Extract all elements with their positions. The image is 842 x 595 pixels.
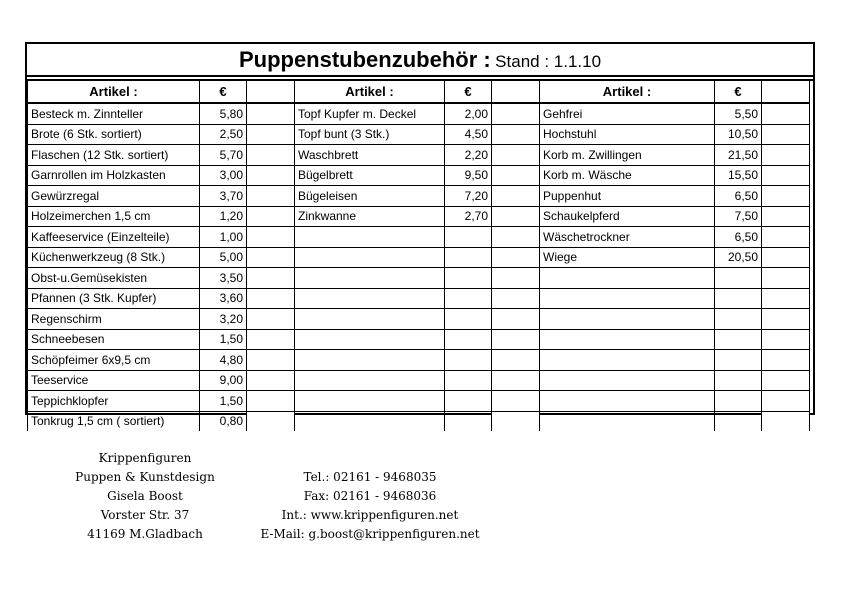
- blank-cell: [762, 288, 810, 309]
- item-name: Schneebesen: [28, 329, 200, 350]
- item-price: 2,50: [200, 124, 247, 145]
- item-price: 5,70: [200, 145, 247, 166]
- blank-cell: [492, 370, 540, 391]
- table-row: [28, 268, 810, 289]
- address-line: Puppen & Kunstdesign: [75, 470, 215, 484]
- blank-cell: [762, 329, 810, 350]
- column-header-blank: [492, 81, 540, 103]
- table-row: [28, 247, 810, 268]
- item-name: Bügeleisen: [295, 186, 445, 207]
- blank-cell: [247, 309, 295, 330]
- table-row: [28, 206, 810, 227]
- item-price: 1,20: [200, 206, 247, 227]
- email-link[interactable]: E-Mail: g.boost@krippenfiguren.net: [260, 527, 480, 541]
- address-line: Krippenfiguren: [98, 451, 192, 465]
- item-price: 1,00: [200, 227, 247, 248]
- blank-cell: [492, 329, 540, 350]
- item-price: 2,20: [445, 145, 492, 166]
- blank-cell: [762, 165, 810, 186]
- table-row: [28, 103, 810, 124]
- item-name: Teppichklopfer: [28, 391, 200, 412]
- item-name: Topf bunt (3 Stk.): [295, 124, 445, 145]
- blank-cell: [492, 309, 540, 330]
- item-price: 9,00: [200, 370, 247, 391]
- item-price: 4,50: [445, 124, 492, 145]
- item-name: [540, 329, 715, 350]
- item-name: [540, 411, 715, 431]
- item-name: [295, 370, 445, 391]
- item-name: Kaffeeservice (Einzelteile): [28, 227, 200, 248]
- item-name: Holzeimerchen 1,5 cm: [28, 206, 200, 227]
- price-table: [27, 81, 810, 431]
- contact-block: [260, 468, 480, 544]
- item-price: [715, 309, 762, 330]
- blank-cell: [492, 227, 540, 248]
- blank-cell: [247, 247, 295, 268]
- item-name: Regenschirm: [28, 309, 200, 330]
- blank-cell: [762, 370, 810, 391]
- item-price: 7,50: [715, 206, 762, 227]
- blank-cell: [762, 309, 810, 330]
- table-row: [28, 411, 810, 431]
- column-header-blank: [762, 81, 810, 103]
- item-name: [540, 391, 715, 412]
- table-row: [28, 227, 810, 248]
- item-price: 5,00: [200, 247, 247, 268]
- blank-cell: [247, 124, 295, 145]
- item-name: [540, 288, 715, 309]
- item-price: [445, 350, 492, 371]
- item-price: 5,80: [200, 103, 247, 124]
- blank-cell: [247, 165, 295, 186]
- item-name: [295, 309, 445, 330]
- item-price: [445, 309, 492, 330]
- item-price: 1,50: [200, 391, 247, 412]
- blank-cell: [492, 350, 540, 371]
- item-price: 3,00: [200, 165, 247, 186]
- blank-cell: [247, 145, 295, 166]
- item-price: 6,50: [715, 227, 762, 248]
- item-price: [445, 391, 492, 412]
- blank-cell: [762, 391, 810, 412]
- item-name: Gewürzregal: [28, 186, 200, 207]
- table-row: [28, 370, 810, 391]
- item-name: Obst-u.Gemüsekisten: [28, 268, 200, 289]
- title-bar: [27, 44, 813, 77]
- item-name: Topf Kupfer m. Deckel: [295, 103, 445, 124]
- item-price: 9,50: [445, 165, 492, 186]
- blank-cell: [762, 227, 810, 248]
- item-name: Hochstuhl: [540, 124, 715, 145]
- blank-cell: [762, 124, 810, 145]
- address-block: [65, 449, 225, 544]
- item-name: Flaschen (12 Stk. sortiert): [28, 145, 200, 166]
- item-price: 2,00: [445, 103, 492, 124]
- table-row: [28, 329, 810, 350]
- item-name: [295, 227, 445, 248]
- blank-cell: [247, 268, 295, 289]
- item-name: [295, 411, 445, 431]
- table-row: [28, 309, 810, 330]
- blank-cell: [247, 329, 295, 350]
- blank-cell: [762, 206, 810, 227]
- item-price: 5,50: [715, 103, 762, 124]
- blank-cell: [247, 103, 295, 124]
- blank-cell: [247, 391, 295, 412]
- item-price: 3,20: [200, 309, 247, 330]
- price-list-sheet: [25, 42, 815, 429]
- item-price: [715, 288, 762, 309]
- blank-cell: [762, 247, 810, 268]
- table-body: [28, 103, 810, 431]
- table-row: [28, 391, 810, 412]
- item-price: 15,50: [715, 165, 762, 186]
- item-name: [540, 268, 715, 289]
- item-price: 6,50: [715, 186, 762, 207]
- item-name: [295, 268, 445, 289]
- item-name: [295, 288, 445, 309]
- item-name: [540, 309, 715, 330]
- item-name: Besteck m. Zinnteller: [28, 103, 200, 124]
- item-name: Bügelbrett: [295, 165, 445, 186]
- blank-cell: [492, 288, 540, 309]
- item-price: [715, 329, 762, 350]
- blank-cell: [492, 124, 540, 145]
- item-price: 1,50: [200, 329, 247, 350]
- item-name: Tonkrug 1,5 cm ( sortiert): [28, 411, 200, 431]
- item-price: [715, 268, 762, 289]
- item-name: Schaukelpferd: [540, 206, 715, 227]
- blank-cell: [762, 350, 810, 371]
- website-link[interactable]: Int.: www.krippenfiguren.net: [281, 508, 459, 522]
- item-name: [295, 391, 445, 412]
- item-price: 4,80: [200, 350, 247, 371]
- blank-cell: [762, 411, 810, 431]
- blank-cell: [492, 391, 540, 412]
- blank-cell: [492, 145, 540, 166]
- item-name: Wäschetrockner: [540, 227, 715, 248]
- column-header-euro: €: [715, 81, 762, 103]
- item-price: 2,70: [445, 206, 492, 227]
- column-header-blank: [247, 81, 295, 103]
- blank-cell: [492, 103, 540, 124]
- address-line: 41169 M.Gladbach: [87, 527, 203, 541]
- item-name: Brote (6 Stk. sortiert): [28, 124, 200, 145]
- item-name: [540, 350, 715, 371]
- column-header-euro: €: [200, 81, 247, 103]
- blank-cell: [762, 103, 810, 124]
- item-name: Teeservice: [28, 370, 200, 391]
- item-price: [445, 227, 492, 248]
- table-header-row: [28, 81, 810, 103]
- table-row: [28, 124, 810, 145]
- blank-cell: [492, 186, 540, 207]
- column-header-artikel: Artikel :: [28, 81, 200, 103]
- blank-cell: [492, 247, 540, 268]
- blank-cell: [247, 186, 295, 207]
- item-name: [295, 350, 445, 371]
- item-price: [445, 268, 492, 289]
- item-price: 20,50: [715, 247, 762, 268]
- item-name: Schöpfeimer 6x9,5 cm: [28, 350, 200, 371]
- item-price: 3,70: [200, 186, 247, 207]
- fax-number: Fax: 02161 - 9468036: [303, 489, 437, 503]
- item-price: 10,50: [715, 124, 762, 145]
- item-price: 7,20: [445, 186, 492, 207]
- table-row: [28, 186, 810, 207]
- column-header-artikel: Artikel :: [540, 81, 715, 103]
- item-name: Puppenhut: [540, 186, 715, 207]
- page-title: Puppenstubenzubehör :: [238, 47, 491, 72]
- item-price: [715, 350, 762, 371]
- item-name: Korb m. Zwillingen: [540, 145, 715, 166]
- blank-cell: [492, 268, 540, 289]
- item-name: Garnrollen im Holzkasten: [28, 165, 200, 186]
- blank-cell: [762, 186, 810, 207]
- item-price: [445, 247, 492, 268]
- item-price: 3,60: [200, 288, 247, 309]
- item-name: Gehfrei: [540, 103, 715, 124]
- table-row: [28, 165, 810, 186]
- item-name: [540, 370, 715, 391]
- blank-cell: [247, 206, 295, 227]
- item-name: Waschbrett: [295, 145, 445, 166]
- item-name: Küchenwerkzeug (8 Stk.): [28, 247, 200, 268]
- item-price: [715, 370, 762, 391]
- item-price: 21,50: [715, 145, 762, 166]
- item-price: [445, 370, 492, 391]
- item-price: 3,50: [200, 268, 247, 289]
- table-row: [28, 350, 810, 371]
- item-name: Korb m. Wäsche: [540, 165, 715, 186]
- item-name: Zinkwanne: [295, 206, 445, 227]
- stand-date: Stand : 1.1.10: [495, 52, 602, 71]
- item-name: Wiege: [540, 247, 715, 268]
- item-price: 0,80: [200, 411, 247, 431]
- address-line: Vorster Str. 37: [100, 508, 190, 522]
- item-price: [715, 391, 762, 412]
- table-row: [28, 288, 810, 309]
- item-name: Pfannen (3 Stk. Kupfer): [28, 288, 200, 309]
- item-price: [445, 411, 492, 431]
- item-name: [295, 247, 445, 268]
- table-row: [28, 145, 810, 166]
- column-header-artikel: Artikel :: [295, 81, 445, 103]
- phone-number: Tel.: 02161 - 9468035: [303, 470, 437, 484]
- item-name: [295, 329, 445, 350]
- blank-cell: [247, 288, 295, 309]
- blank-cell: [762, 268, 810, 289]
- blank-cell: [247, 350, 295, 371]
- blank-cell: [247, 370, 295, 391]
- blank-cell: [492, 206, 540, 227]
- blank-cell: [762, 145, 810, 166]
- item-price: [445, 329, 492, 350]
- blank-cell: [247, 227, 295, 248]
- item-price: [715, 411, 762, 431]
- column-header-euro: €: [445, 81, 492, 103]
- address-line: Gisela Boost: [107, 489, 183, 503]
- blank-cell: [492, 165, 540, 186]
- blank-cell: [492, 411, 540, 431]
- item-price: [445, 288, 492, 309]
- blank-cell: [247, 411, 295, 431]
